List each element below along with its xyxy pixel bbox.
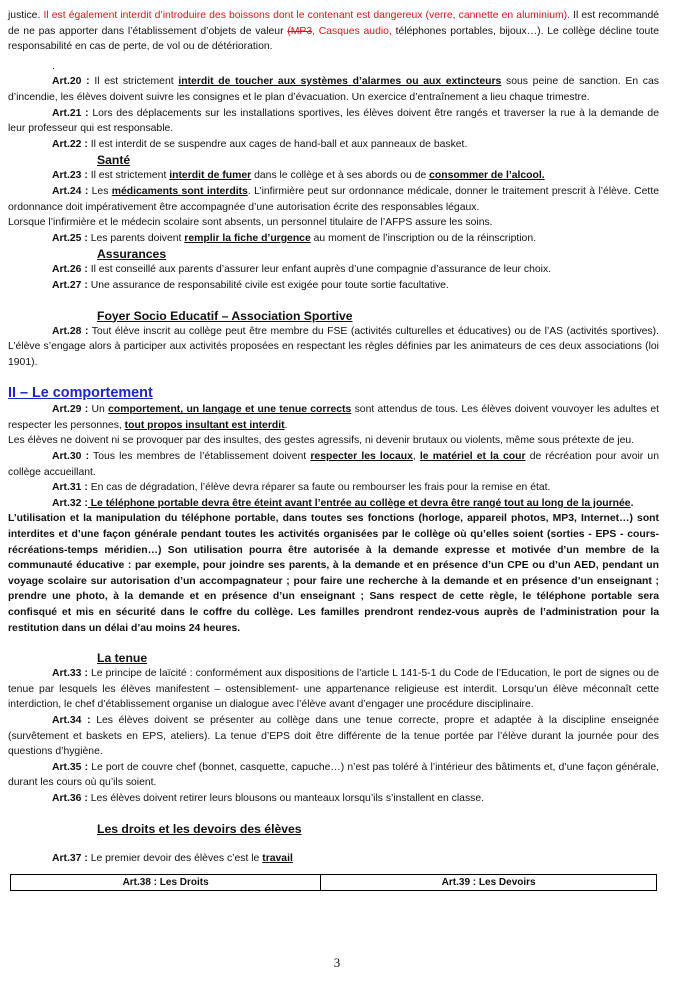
article-text: de récréation pour avoir un collège accueillant. [8, 451, 659, 478]
article-text: Il est strictement [89, 76, 179, 88]
article-text: dans le collège et à ses abords ou de [251, 170, 430, 182]
table-header-row [11, 875, 657, 891]
article-number: Art.26 : [52, 264, 88, 276]
article-text: Un [88, 404, 109, 416]
subheading-sante: Santé [97, 153, 131, 168]
article-28 [8, 324, 659, 371]
article-number: Art.29 : [52, 404, 89, 416]
article-number: Art.20 : [52, 76, 90, 88]
article-emphasis: respecter les locaux [310, 451, 413, 463]
article-33 [8, 666, 659, 713]
article-emphasis: le matériel et la cour [419, 451, 526, 463]
article-number: Art.30 : [52, 451, 90, 463]
article-27 [8, 278, 659, 294]
article-emphasis: travail [262, 852, 293, 864]
article-text: Il est strictement [87, 170, 170, 182]
article-emphasis: remplir la fiche d’urgence [184, 232, 311, 244]
article-text: Il est conseillé aux parents d’assurer leur enfant auprès d’une compagnie d’assurance de leur choix. [87, 264, 552, 276]
article-text: Les élèves doivent se présenter au collège dans une tenue correcte, propre et adaptée à la discipline enseignée (survêtement et baskets en EPS, ateliers). La tenue d’EPS doit être différente de la tenue portée par l’élève durant la journée pour des questions d’hygiène. [8, 714, 659, 758]
table-header-devoirs: Art.39 : Les Devoirs [321, 875, 657, 891]
subheading-assurances: Assurances [97, 247, 167, 262]
article-number: Art.25 : [52, 232, 88, 244]
article-number: Art.31 : [52, 482, 88, 494]
section-title-comportement: II – Le comportement [8, 385, 153, 402]
article-29 [8, 402, 659, 433]
article-32 [8, 496, 659, 512]
article-text: sous peine de sanction. En cas d’incendie, les élèves doivent suivre les consignes et le plan d’évacuation. Un exercice d’entraînement a lieu chaque trimestre. [8, 76, 659, 103]
article-text: Les élèves doivent retirer leurs blousons ou manteaux lorsqu’ils s’installent en classe. [87, 792, 485, 804]
article-emphasis: interdit de fumer [169, 170, 252, 182]
article-text: Le premier devoir des élèves c’est le [87, 852, 263, 864]
article-37 [8, 851, 659, 867]
article-24-continuation: Lorsque l’infirmière et le médecin scolaire sont absents, un personnel titulaire de l’AFPS assure les soins. [8, 217, 493, 229]
article-text: En cas de dégradation, l’élève devra réparer sa faute ou rembourser les frais pour la remise en état. [87, 482, 551, 494]
article-number: Art.22 : [52, 138, 88, 150]
article-20 [8, 74, 659, 105]
article-text: Les parents doivent [87, 232, 185, 244]
article-text: , [412, 451, 420, 463]
article-23 [8, 168, 659, 184]
article-number: Art.36 : [52, 792, 88, 804]
table-header-droits: Art.38 : Les Droits [11, 875, 321, 891]
intro-text-2: Il est recommandé de ne pas apporter dans l’établissement d’objets de valeur [8, 10, 660, 37]
article-number: Art.24 : [52, 185, 89, 197]
article-text: Le principe de laïcité : conformément aux dispositions de l’article L 141-5-1 du Code de l’Education, le port de signes ou de tenue par lesquels les élèves manifestent – ostensiblement- une appartenance religieuse est interdit. Lorsqu’un élève méconnaît cette interdiction, le chef d’établissement organise un dialogue avec l’élève avant d’engager une procédure disciplinaire. [8, 668, 659, 711]
article-35 [8, 760, 659, 791]
article-emphasis: tout propos insultant est interdit [124, 419, 285, 431]
article-emphasis: interdit de toucher aux systèmes d’alarmes ou aux extincteurs [178, 76, 502, 88]
article-29-continuation: Les élèves ne doivent ni se provoquer par des insultes, des gestes agressifs, ni devenir brutaux ou violents, même sous prétexte de jeu. [8, 435, 635, 447]
article-text: . [284, 419, 288, 431]
article-number: Art.34 : [52, 714, 91, 726]
article-number: Art.27 : [52, 279, 88, 291]
article-emphasis: médicaments sont interdits [111, 185, 248, 197]
document-page [8, 8, 659, 891]
article-emphasis: comportement, un langage et une tenue corrects [108, 404, 352, 416]
article-emphasis: consommer de l’alcool. [429, 170, 545, 182]
intro-paragraph [8, 8, 659, 55]
subheading-tenue: La tenue [97, 651, 148, 666]
intro-red-struck-text: (MP3 [287, 25, 313, 37]
article-text: Il est interdit de se suspendre aux cages de hand-ball et aux panneaux de basket. [87, 138, 468, 150]
article-21 [8, 106, 659, 137]
intro-red-text-2: , Casques audio, [312, 25, 392, 37]
article-text: Les [88, 185, 112, 197]
article-32-phone-rules: L’utilisation et la manipulation du téléphone portable, dans toutes ses fonctions (horloge, appareil photos, MP3, Internet…) sont interdites et d’une façon générale pendant toutes les activités organisées par le collège où qu’elles soient (sorties - EPS - cours- récréations-temps méridien…) Son utilisation pourra être autorisée à la demande expresse et motivée d’un membre de la communauté éducative : par exemple, pour joindre ses parents, à la demande et en présence d’un CPE ou d’un AED, pendant un voyage scolaire sur autorisation d’un accompagnateur ; pour faire une recherche à la demande et en présence d’un enseignant ; prendre une photo, à la demande et en présence d’un enseignant ; Sans respect de cette règle, le téléphone portable sera confisqué et mis en sécurité dans le coffre du collège. Les familles prendront rendez-vous auprès de l’administration pour la restitution dans un délai d’au moins 24 heures. [8, 513, 659, 634]
article-number: Art.32 : [52, 497, 88, 509]
article-24 [8, 184, 659, 215]
article-36 [8, 791, 659, 807]
page-number: 3 [333, 955, 341, 970]
subheading-foyer: Foyer Socio Educatif – Association Sportive [97, 308, 353, 323]
intro-red-text-1: Il est également interdit d’introduire des boissons dont le contenant est dangereux (verre, cannette en aluminium). [40, 10, 570, 21]
article-text: . [630, 497, 634, 509]
article-emphasis: Le téléphone portable devra être éteint avant l’entrée au collège et devra être rangé tout au long de la journée [87, 497, 631, 509]
article-34 [8, 713, 659, 760]
article-number: Art.23 : [52, 170, 88, 182]
article-text: Tout élève inscrit au collège peut être membre du FSE (activités culturelles et éducatives) ou de l’AS (activités sportives). L’élève s’engage alors à participer aux activités proposées en respectant les règles définies par les animateurs de ces deux associations (loi 1901). [8, 325, 659, 368]
article-30 [8, 449, 659, 480]
intro-text-3: téléphones portables, bijoux…). Le collège décline toute responsabilité en cas de perte, de vol ou de détérioration. [8, 25, 660, 53]
stray-dot: . [52, 60, 55, 72]
article-22 [8, 137, 659, 153]
article-text: . L’infirmière peut sur ordonnance médicale, donner le traitement prescrit à l’élève. Cette ordonnance doit impérativement être accompagnée d’une autorisation écrite des responsables légaux. [8, 185, 659, 213]
rights-duties-table [10, 874, 657, 891]
article-text: Lors des déplacements sur les installations sportives, les élèves doivent être rangés et traverser la rue à la demande de leur professeur qui est responsable. [8, 107, 659, 135]
article-number: Art.37 : [52, 852, 88, 864]
article-text: au moment de l’inscription ou de la réinscription. [310, 232, 536, 244]
intro-text-1: justice. [8, 10, 41, 21]
article-text: sont attendus de tous. Les élèves doivent vouvoyer les adultes et respecter les personnes, [8, 404, 659, 431]
article-26 [8, 262, 659, 278]
article-25 [8, 231, 659, 247]
article-number: Art.35 : [52, 761, 89, 773]
article-31 [8, 480, 659, 496]
article-number: Art.28 : [52, 325, 89, 337]
article-text: Le port de couvre chef (bonnet, casquette, capuche…) n’est pas toléré à l’intérieur des bâtiments et, d’une façon générale, durant les cours où qu’ils soient. [8, 761, 659, 789]
subheading-droits-devoirs: Les droits et les devoirs des élèves [97, 821, 302, 836]
article-text: Tous les membres de l’établissement doivent [89, 451, 311, 463]
article-number: Art.33 : [52, 668, 88, 680]
article-text: Une assurance de responsabilité civile est exigée pour toute sortie facultative. [87, 279, 449, 291]
article-number: Art.21 : [52, 107, 89, 119]
